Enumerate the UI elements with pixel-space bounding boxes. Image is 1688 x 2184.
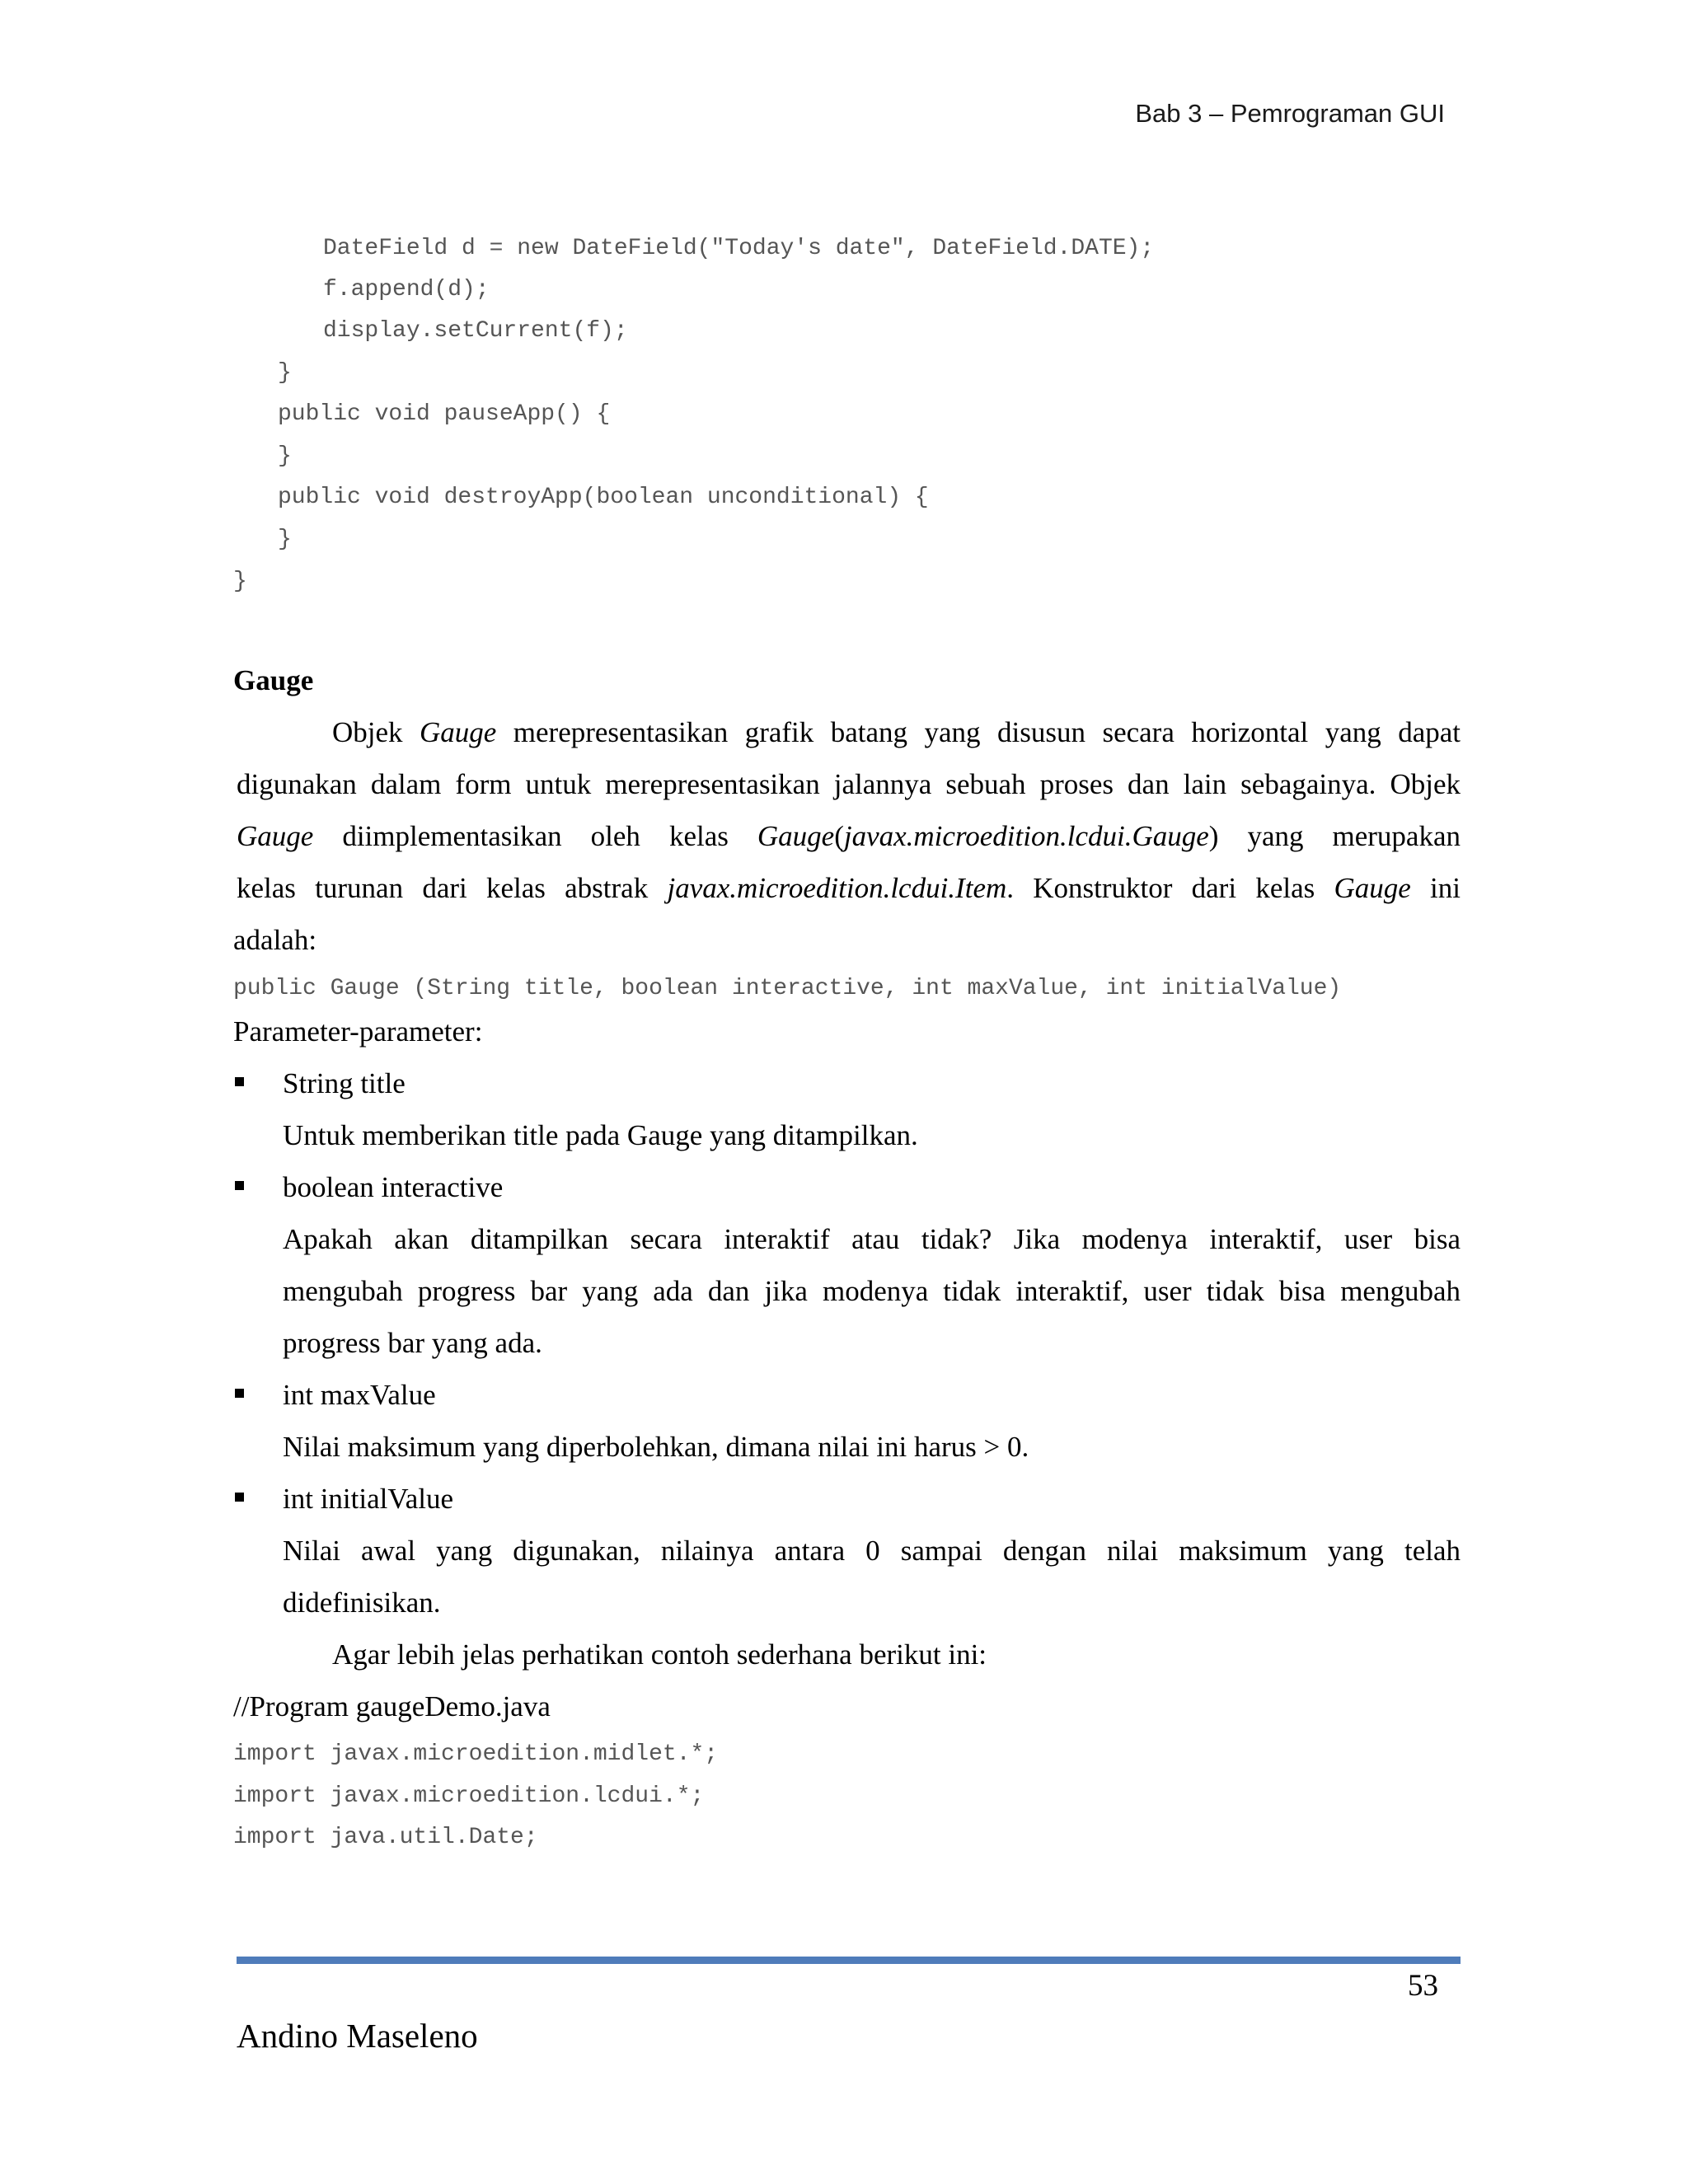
param-description: progress bar yang ada. — [283, 1327, 542, 1359]
running-header: Bab 3 – Pemrograman GUI — [1135, 99, 1445, 128]
bullet-icon — [235, 1181, 244, 1190]
code-line: DateField d = new DateField("Today's date", DateField.DATE); — [323, 236, 1155, 261]
code-line: } — [278, 443, 292, 469]
constructor-signature: public Gauge (String title, boolean interactive, int maxValue, int initialValue) — [233, 976, 1342, 1001]
text-run: mengubah progress bar yang ada dan jika modenya tidak interaktif, user tidak bisa mengubah — [283, 1275, 1461, 1307]
text-run: Objek — [332, 716, 420, 748]
text-run-italic: javax.microedition.lcdui.Item — [667, 872, 1007, 904]
paragraph-line — [237, 872, 1461, 908]
code-line: import javax.microedition.midlet.*; — [233, 1741, 719, 1767]
author-name: Andino Maseleno — [237, 2017, 478, 2055]
param-description — [283, 1275, 1461, 1311]
param-description — [283, 1535, 1461, 1571]
text-run-italic: Gauge — [237, 820, 314, 852]
text-run: merepresentasikan grafik batang yang disusun secara horizontal yang dapat — [496, 716, 1461, 748]
page-number: 53 — [1408, 1969, 1438, 2003]
footer-rule — [237, 1957, 1461, 1964]
code-line: } — [278, 360, 292, 386]
param-name: int initialValue — [283, 1483, 454, 1515]
code-line: import java.util.Date; — [233, 1825, 538, 1850]
program-comment: //Program gaugeDemo.java — [233, 1690, 551, 1722]
text-run: ( — [834, 820, 844, 852]
text-run: kelas turunan dari kelas abstrak — [237, 872, 668, 904]
param-name: String title — [283, 1067, 406, 1099]
text-run: ) yang merupakan — [1208, 820, 1461, 852]
text-run-italic: Gauge — [757, 820, 835, 852]
bullet-icon — [235, 1493, 244, 1502]
paragraph-line — [332, 716, 1461, 752]
text-run: digunakan dalam form untuk merepresentasikan jalannya sebuah proses dan lain sebagainya. Objek — [237, 768, 1461, 800]
code-line: import javax.microedition.lcdui.*; — [233, 1783, 705, 1809]
text-run: Nilai awal yang digunakan, nilainya antara 0 sampai dengan nilai maksimum yang telah — [283, 1535, 1461, 1567]
paragraph-line: adalah: — [233, 924, 317, 956]
text-run-italic: javax.microedition.lcdui.Gauge — [843, 820, 1209, 852]
params-label: Parameter-parameter: — [233, 1015, 483, 1047]
param-description: Nilai maksimum yang diperbolehkan, dimana nilai ini harus > 0. — [283, 1431, 1029, 1463]
paragraph-line — [237, 820, 1461, 856]
text-run-italic: Gauge — [420, 716, 497, 748]
param-description: didefinisikan. — [283, 1586, 441, 1619]
code-line: } — [278, 527, 292, 552]
code-line: f.append(d); — [323, 277, 490, 302]
text-run: Apakah akan ditampilkan secara interaktif atau tidak? Jika modenya interaktif, user bisa — [283, 1223, 1461, 1255]
paragraph-line — [237, 768, 1461, 804]
code-line: } — [233, 569, 247, 594]
bullet-icon — [235, 1389, 244, 1398]
text-run-italic: Gauge — [1334, 872, 1411, 904]
text-run: . Konstruktor dari kelas — [1006, 872, 1334, 904]
code-line: public void pauseApp() { — [278, 401, 611, 427]
code-line: public void destroyApp(boolean unconditional) { — [278, 485, 929, 510]
code-line: display.setCurrent(f); — [323, 318, 628, 344]
bullet-icon — [235, 1077, 244, 1086]
text-run: diimplementasikan oleh kelas — [313, 820, 757, 852]
param-name: int maxValue — [283, 1379, 436, 1411]
section-heading: Gauge — [233, 664, 314, 696]
param-description — [283, 1223, 1461, 1259]
param-description: Untuk memberikan title pada Gauge yang ditampilkan. — [283, 1119, 918, 1151]
param-name: boolean interactive — [283, 1171, 504, 1203]
text-run: ini — [1410, 872, 1461, 904]
example-intro: Agar lebih jelas perhatikan contoh sederhana berikut ini: — [332, 1638, 987, 1671]
